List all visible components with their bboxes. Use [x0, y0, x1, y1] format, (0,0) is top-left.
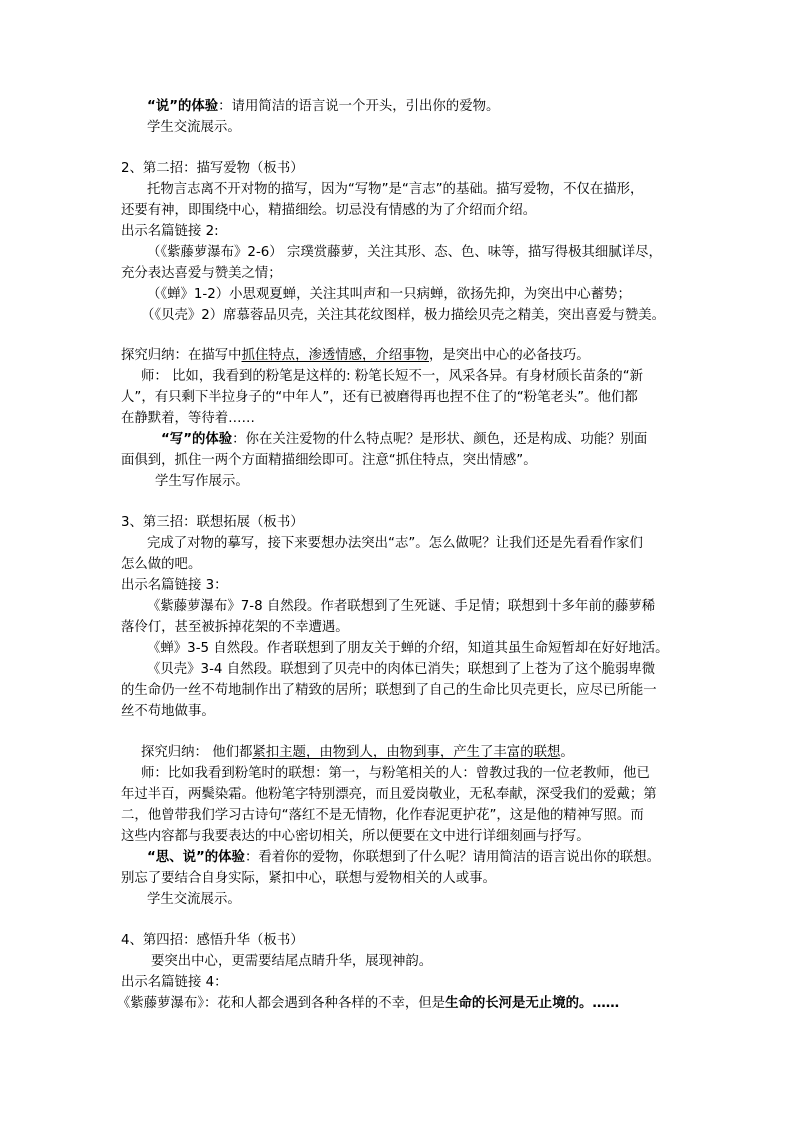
teacher-line: 在静默着，等待着……	[121, 411, 255, 426]
summary-key-point: 紧扣主题，由物到人，由物到事，产生了丰富的联想	[252, 745, 561, 760]
paragraph-line: 完成了对物的摹写，接下来要想办法突出“志”。怎么做呢？让我们还是先看看作家们	[147, 536, 643, 551]
teacher-line: 二，他曾带我们学习古诗句“落红不是无情物，化作春泥更护花”，这是他的精神写照。而	[121, 808, 644, 823]
think-say-experience-line	[147, 848, 660, 868]
teacher-line: 人”，有只剩下半拉身子的“中年人”，还有已被磨得再也捏不住了的“粉笔老头”。他们都	[121, 390, 638, 405]
write-experience-line: 面俱到，抓住一两个方面精描细绘即可。注意“抓住特点，突出情感”。	[121, 453, 537, 468]
example-line: （《贝壳》2）席慕蓉品贝壳，关注其花纹图样，极力描绘贝壳之精美，突出喜爱与赞美。	[141, 308, 666, 323]
think-say-experience-line: 别忘了要结合自身实际，紧扣中心，联想与爱物相关的人或事。	[121, 871, 496, 886]
summary-suffix: ，是突出中心的必备技巧。	[428, 348, 590, 363]
write-experience-label: “写”的体验	[161, 432, 233, 447]
student-share-line: 学生交流展示。	[147, 120, 241, 135]
example-line: 的生命仍一丝不苟地制作出了精致的居所；联想到了自己的生命比贝壳更长，应尽已所能一	[121, 683, 657, 698]
example-line: 《紫藤萝瀑布》7-8 自然段。作者联想到了生死谜、手足情；联想到十多年前的藤萝稀	[147, 599, 656, 614]
example-line: 《贝壳》3-4 自然段。联想到了贝壳中的肉体已消失；联想到了上苍为了这个脆弱卑微	[147, 662, 656, 677]
paragraph-line: 要突出中心，更需要结尾点睛升华，展现神韵。	[151, 954, 433, 969]
paragraph-line: 托物言志离不开对物的描写，因为“写物”是“言志”的基础。描写爱物，不仅在描形，	[147, 182, 644, 197]
teacher-line: 师： 比如，我看到的粉笔是这样的: 粉笔长短不一，风采各异。有身材颀长苗条的“新	[141, 369, 644, 384]
example-line: 丝不苟地做事。	[121, 704, 215, 719]
summary-prefix: 探究归纳：在描写中	[121, 348, 242, 363]
quote-text: 《紫藤萝瀑布》：花和人都会遇到各种各样的不幸，但是	[117, 996, 446, 1011]
example-line: 充分表达喜爱与赞美之情；	[121, 266, 282, 281]
summary-line	[141, 743, 574, 763]
section-4-heading: 4、第四招：感悟升华（板书）	[121, 933, 304, 948]
example-line: （《蝉》1-2）小思观夏蝉，关注其叫声和一只病蝉，欲扬先抑，为突出中心蓄势；	[147, 287, 631, 302]
section-3-heading: 3、第三招：联想拓展（板书）	[121, 515, 304, 530]
student-share-line: 学生交流展示。	[147, 892, 241, 907]
section-2-heading: 2、第二招：描写爱物（板书）	[121, 161, 304, 176]
quote-emphasis: 生命的长河是无止境的。……	[445, 996, 620, 1011]
summary-prefix: 探究归纳： 他们都	[141, 745, 253, 760]
say-experience-line	[147, 97, 499, 117]
write-experience-line	[161, 430, 647, 450]
link-title: 出示名篇链接 2:	[121, 224, 219, 239]
think-say-experience-text: ：看着你的爱物，你联想到了什么呢？请用简洁的语言说出你的联想。	[244, 850, 661, 865]
write-experience-text: ：你在关注爱物的什么特点呢？是形状、颜色，还是构成、功能？别面	[232, 432, 648, 447]
teacher-line: 年过半百，两鬓染霜。他粉笔字特别漂亮，而且爱岗敬业，无私奉献，深受我们的爱戴；第	[121, 787, 657, 802]
teacher-line: 这些内容都与我要表达的中心密切相关，所以便要在文中进行详细刻画与抒写。	[121, 829, 590, 844]
link-title: 出示名篇链接 3：	[121, 578, 228, 593]
student-share-line: 学生写作展示。	[155, 474, 249, 489]
paragraph-line: 还要有神，即围绕中心，精描细绘。切忌没有情感的为了介绍而介绍。	[121, 203, 537, 218]
example-line: 落伶仃，甚至被拆掉花架的不幸遭遇。	[121, 620, 349, 635]
summary-line	[121, 346, 590, 366]
link-title: 出示名篇链接 4：	[121, 975, 228, 990]
example-line: 《蝉》3-5 自然段。作者联想到了朋友关于蝉的介绍，知道其虽生命短暂却在好好地活。	[147, 641, 669, 656]
summary-suffix: 。	[560, 745, 574, 760]
summary-key-point: 抓住特点，渗透情感，介绍事物	[241, 348, 429, 363]
example-line: （《紫藤萝瀑布》2-6） 宗璞赏藤萝，关注其形、态、色、味等，描写得极其细腻详尽，	[147, 245, 662, 260]
think-say-experience-label: “思、说”的体验	[147, 850, 245, 865]
paragraph-line: 怎么做的吧。	[121, 557, 202, 572]
teacher-line: 师：比如我看到粉笔时的联想：第一，与粉笔相关的人：曾教过我的一位老教师，他已	[141, 766, 650, 781]
say-experience-label: “说”的体验	[147, 99, 219, 114]
quote-line	[117, 994, 619, 1014]
say-experience-text: ：请用简洁的语言说一个开头，引出你的爱物。	[218, 99, 500, 114]
